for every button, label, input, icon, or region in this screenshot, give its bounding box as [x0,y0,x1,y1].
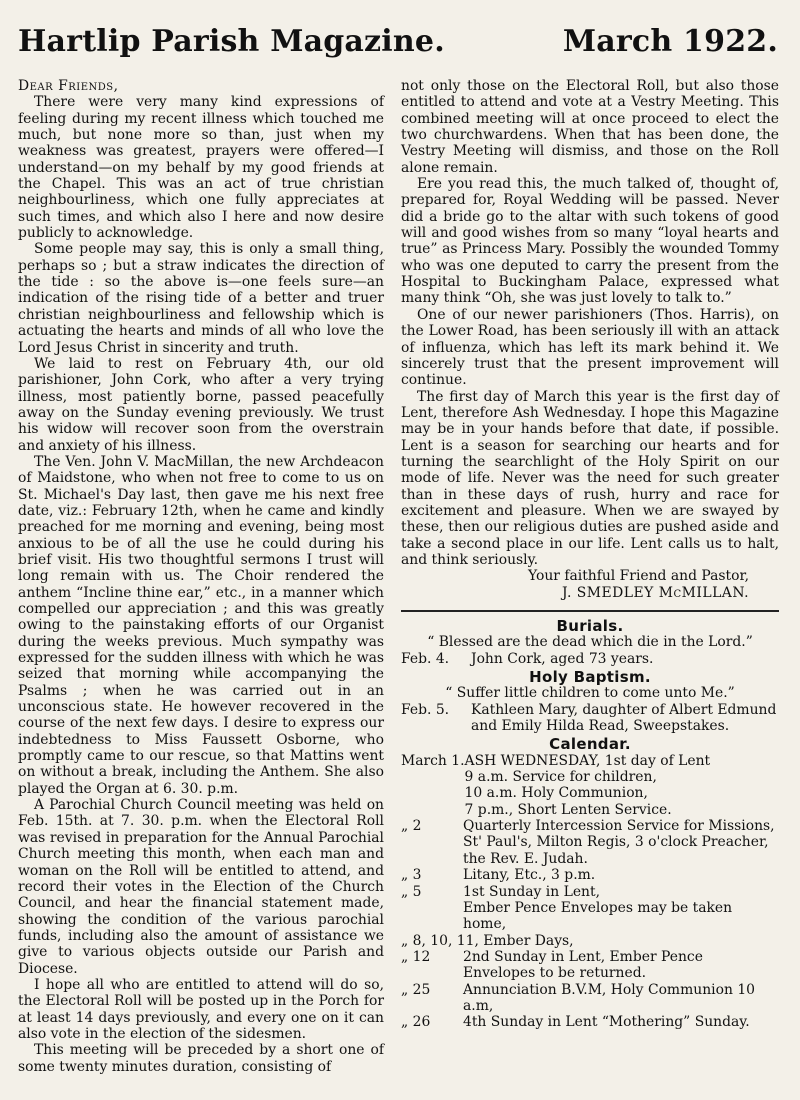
paragraph-illness: There were very many kind expressions of feeling during my recent illness which touched me much, but none more so than, just when my weakness was greatest, prayers were offered—I understand—on my behalf by my good friends at the Chapel. This was an act of true christian neighbourliness, which one fully appreciates at such times, and which also I here and now desire publicly to acknowledge. [18,94,384,242]
calendar-date: March 1. [401,752,465,769]
burial-text: John Cork, aged 73 years. [471,650,654,667]
calendar-line: 10 a.m. Holy Communion, [464,785,648,802]
baptism-heading: Holy Baptism. [529,668,651,687]
calendar-line: 1st Sunday in Lent, [463,883,601,900]
calendar-date: „ 12 [401,948,431,965]
magazine-title: Hartlip Parish Magazine. [18,24,445,59]
issue-date: March 1922. [562,24,778,59]
calendar-text [463,949,779,982]
calendar-text [463,982,779,1015]
calendar-entry [401,949,779,982]
calendar-entry [401,982,779,1015]
calendar-line: Ember Pence Envelopes may be taken home, [463,899,733,933]
burials-quote: “ Blessed are the dead which die in the Lord.” [427,634,753,651]
calendar-line: 2nd Sunday in Lent, Ember Pence Envelopes to be returned. [463,948,703,982]
calendar-line: ASH WEDNESDAY, 1st day of Lent [464,752,711,769]
calendar-entry [401,884,779,933]
calendar-entry [401,753,779,818]
paragraph-thos-harris: One of our newer parishioners (Thos. Harris), on the Lower Road, has been seriously ill with an attack of influenza, which has left its mark behind it. We sincerely trust that the present improvement will continue. [401,306,779,389]
paragraph-straw: Some people may say, this is only a small thing, perhaps so ; but a straw indicates the direction of the tide : so the above is—one feels sure—an indication of the rising tide of a better and truer christian neighbourliness and fellowship which is actuating the hearts and minds of all who love the Lord Jesus Christ in sincerity and truth. [18,241,384,356]
calendar-text [463,818,779,867]
calendar-text [465,753,779,818]
paragraph-john-cork: We laid to rest on February 4th, our old parishioner, John Cork, who after a very trying illness, most patiently borne, passed peacefully away on the Sunday evening previously. We trust his widow will recover soon from the overstrain and anxiety of his illness. [18,355,384,454]
calendar-date: „ 5 [401,883,422,900]
left-column [18,78,384,1075]
baptism-entry [401,702,779,735]
calendar-text [463,867,779,883]
calendar-line: 7 p.m., Short Lenten Service. [464,801,672,818]
burials-heading: Burials. [556,617,624,635]
paragraph-royal-wedding: Ere you read this, the much talked of, thought of, prepared for, Royal Wedding will be passed. Never did a bride go to the altar with such tokens of good will and good wishes from so many “loyal hearts and true” as Princess Mary. Possibly the wounded Tommy who was one deputed to carry the present from the Hospital to Buckingham Palace, expressed what many think “Oh, she was just lovely to talk to.” [401,176,779,307]
closing-line: Your faithful Friend and Pastor, [528,568,749,585]
calendar-entry [401,1014,779,1030]
calendar-entry [401,933,779,949]
paragraph-meeting: This meeting will be preceded by a short one of some twenty minutes duration, consisting of [18,1042,384,1075]
paragraph-electoral-roll: I hope all who are entitled to attend will do so, the Electoral Roll will be posted up in the Porch for at least 14 days previously, and every one on it can also vote in the election of the sidesmen. [18,976,384,1042]
paragraph-archdeacon: The Ven. John V. MacMillan, the new Archdeacon of Maidstone, who when not free to come to us on St. Michael's Day last, then gave me his next free date, viz.: February 12th, when he came and kindly preached for me morning and evening, being most anxious to be of all the use he could during his brief visit. His two thoughtful sermons I trust will long remain with us. The Choir rendered the anthem “Incline thine ear,” etc., in a manner which compelled our appreciation ; and this was greatly owing to the painstaking efforts of our Organist during the weeks previous. Much sympathy was expressed for the sudden illness with which he was seized that morning while accompanying the Psalms ; when he was carried out in an unconscious state. He however recovered in the course of the next few days. I desire to express our indebtedness to Miss Faussett Osborne, who promptly came to our rescue, so that Mattins went on without a break, including the Anthem. She also played the Organ at 6. 30. p.m. [18,453,384,797]
signature [401,585,779,601]
paragraph-church-council: A Parochial Church Council meeting was held on Feb. 15th. at 7. 30. p.m. when the Electoral Roll was revised in preparation for the Annual Parochial Church meeting this month, when each man and woman on the Roll will be entitled to attend, and record their votes in the Election of the Church Council, and hear the financial statement made, showing the condition of the various parochial funds, including also the amount of assistance we give to various objects outside our Parish and Diocese. [18,797,384,977]
calendar-date: „ 3 [401,867,422,884]
calendar-entry [401,818,779,867]
calendar-list [401,753,779,1031]
calendar-date: „ 8, 10, 11, Ember Days, [401,932,574,949]
right-column [401,78,779,1031]
calendar-line: Quarterly Intercession Service for Missions, St' Paul's, Milton Regis, 3 o'clock Preacher, the Rev. E. Judah. [463,818,775,867]
burial-date: Feb. 4. [401,650,450,667]
signature-name: J. SMEDLEY McMILLAN. [561,584,749,601]
calendar-heading: Calendar. [549,735,631,754]
calendar-text [463,884,779,933]
salutation: Dear Friends, [18,78,119,94]
calendar-date: „ 25 [401,981,431,998]
calendar-line: 9 a.m. Service for children, [464,769,657,786]
paragraph-vestry: not only those on the Electoral Roll, but also those entitled to attend and vote at a Vestry Meeting. This combined meeting will at once proceed to elect the two churchwardens. When that has been done, the Vestry Meeting will dismiss, and those on the Roll alone remain. [401,78,779,176]
section-divider [401,610,779,612]
calendar-text [463,1014,779,1030]
baptism-date: Feb. 5. [401,701,450,718]
paragraph-lent: The first day of March this year is the first day of Lent, therefore Ash Wednesday. I hope this Magazine may be in your hands before that date, if possible. Lent is a season for searching our hearts and for turning the searchlight of the Holy Spirit on our mode of life. Never was the need for such greater than in these days of rush, hurry and race for excitement and pleasure. When we are swayed by these, then our religious duties are pushed aside and take a second place in our life. Lent calls us to halt, and think seriously. [401,388,779,568]
burial-entry [401,651,779,667]
baptism-quote: “ Suffer little children to come unto Me.” [445,685,735,702]
calendar-line: Litany, Etc., 3 p.m. [463,867,596,884]
calendar-line: Annunciation B.V.M, Holy Communion 10 a.m, [463,981,756,1014]
calendar-text [574,933,779,949]
baptism-text: Kathleen Mary, daughter of Albert Edmund and Emily Hilda Read, Sweepstakes. [471,701,777,735]
masthead [18,24,778,72]
calendar-line: 4th Sunday in Lent “Mothering” Sunday. [463,1014,750,1031]
calendar-entry [401,867,779,883]
calendar-date: „ 2 [401,818,422,835]
calendar-date: „ 26 [401,1014,431,1031]
